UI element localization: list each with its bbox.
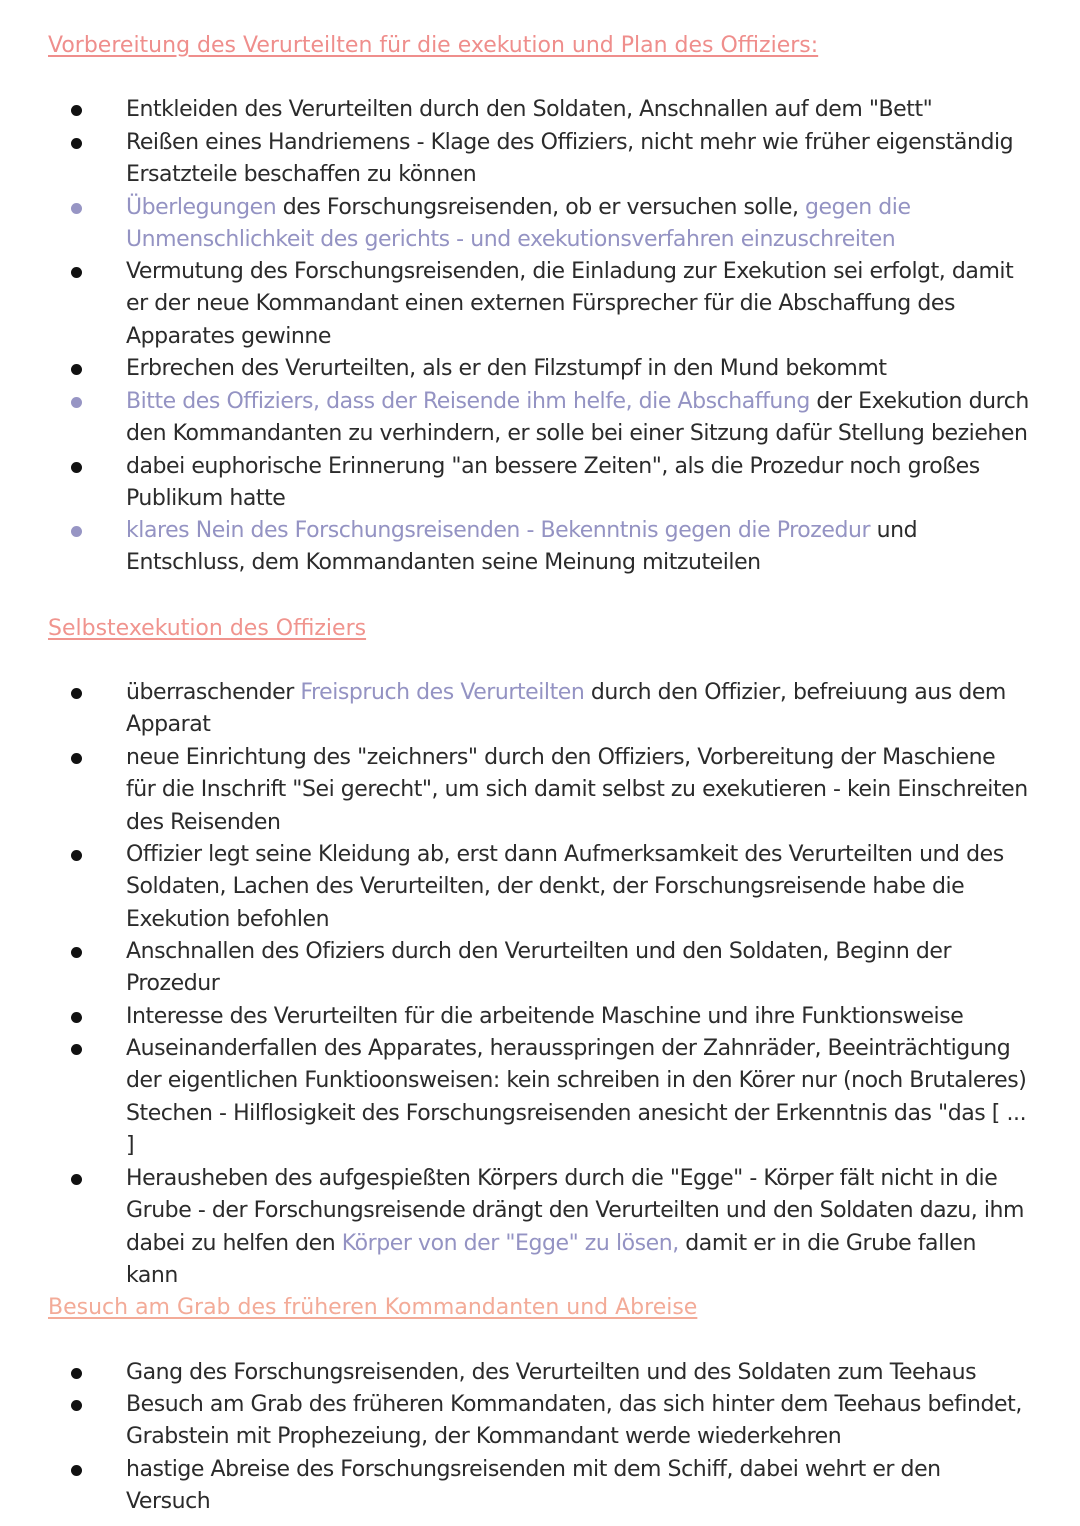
text-segment: Interesse des Verurteilten für die arbeitende Maschine und ihre Funktionsweise bbox=[126, 1004, 964, 1029]
bullet-icon bbox=[71, 105, 82, 116]
item-text bbox=[126, 677, 1030, 742]
text-segment: und Entschluss, dem Kommandanten seine Meinung mitzuteilen bbox=[126, 518, 918, 576]
highlighted-text: Bitte des Offiziers, dass der Reisende ihm helfe, die Abschaffung bbox=[126, 389, 810, 414]
highlighted-text: gegen die Unmenschlichkeit des gerichts - und exekutionsverfahren einzuschreiten bbox=[126, 195, 911, 253]
text-segment: der Exekution durch den Kommandanten zu verhindern, er solle bei einer Sitzung dafür Stellung beziehen bbox=[126, 389, 1029, 447]
text-segment: Vermutung des Forschungsreisenden, die Einladung zur Exekution sei erfolgt, damit er der neue Kommandant einen externen Fürsprecher für die Abschaffung des Apparates gewinne bbox=[126, 259, 1014, 349]
section-heading: Vorbereitung des Verurteilten für die exekution und Plan des Offiziers: bbox=[48, 33, 819, 58]
highlighted-text: Freispruch des Verurteilten bbox=[300, 680, 585, 705]
bullet-icon bbox=[71, 267, 82, 278]
item-text bbox=[126, 256, 1030, 353]
bullet-icon bbox=[71, 364, 82, 375]
item-text bbox=[126, 353, 1030, 385]
bullet-icon bbox=[71, 850, 82, 861]
section-heading: Selbstexekution des Offiziers bbox=[48, 616, 367, 641]
bullet-icon bbox=[71, 947, 82, 958]
bullet-icon bbox=[71, 462, 82, 473]
text-segment: Offizier legt seine Kleidung ab, erst dann Aufmerksamkeit des Verurteilten und des Soldaten, Lachen des Verurteilten, der denkt, der Forschungsreisende habe die Exekution befohlen bbox=[126, 842, 1004, 932]
bullet-icon bbox=[71, 1465, 82, 1476]
text-segment: Entkleiden des Verurteilten durch den Soldaten, Anschnallen auf dem "Bett" bbox=[126, 97, 933, 122]
bullet-icon bbox=[71, 688, 82, 699]
item-text bbox=[126, 515, 1030, 580]
bullet-icon bbox=[71, 397, 82, 408]
bullet-icon bbox=[71, 1174, 82, 1185]
item-text bbox=[126, 1357, 1030, 1389]
item-text bbox=[126, 936, 1030, 1001]
item-text bbox=[126, 1001, 1030, 1033]
text-segment: Erbrechen des Verurteilten, als er den Filzstumpf in den Mund bekommt bbox=[126, 356, 887, 381]
text-segment: Reißen eines Handriemens - Klage des Offiziers, nicht mehr wie früher eigenständig Ersatzteile beschaffen zu können bbox=[126, 130, 1014, 188]
item-text bbox=[126, 451, 1030, 516]
text-segment: Gang des Forschungsreisenden, des Verurteilten und des Soldaten zum Teehaus bbox=[126, 1360, 977, 1385]
section-heading: Besuch am Grab des früheren Kommandanten und Abreise bbox=[48, 1295, 698, 1320]
text-segment: hastige Abreise des Forschungsreisenden mit dem Schiff, dabei wehrt er den Versuch bbox=[126, 1457, 941, 1515]
bullet-icon bbox=[71, 1044, 82, 1055]
text-segment: neue Einrichtung des "zeichners" durch den Offiziers, Vorbereitung der Maschiene für die Inschrift "Sei gerecht", um sich damit selbst zu exekutieren - kein Einschreiten des Reisenden bbox=[126, 745, 1028, 835]
item-text bbox=[126, 1033, 1030, 1163]
item-text bbox=[126, 94, 1030, 126]
item-text bbox=[126, 192, 1030, 257]
bullet-icon bbox=[71, 526, 82, 537]
item-text bbox=[126, 742, 1030, 839]
item-text bbox=[126, 127, 1030, 192]
item-text bbox=[126, 1163, 1030, 1293]
item-text bbox=[126, 386, 1030, 451]
text-segment: damit er in die Grube fallen kann bbox=[126, 1230, 976, 1289]
bullet-icon bbox=[71, 203, 82, 214]
highlighted-text: Körper von der "Egge" zu lösen, bbox=[341, 1230, 679, 1256]
item-text bbox=[126, 839, 1030, 936]
text-segment: Auseinanderfallen des Apparates, herausspringen der Zahnräder, Beeinträchtigung der eigentlichen Funktioonsweisen: kein schreiben in den Körer nur (noch Brutaleres) Stechen - Hilflosigkeit des Forschungsreisenden anesicht der Erkenntnis das "das [ ... ] bbox=[126, 1036, 1027, 1159]
text-segment: des Forschungsreisenden, ob er versuchen solle, bbox=[276, 195, 806, 220]
bullet-icon bbox=[71, 1368, 82, 1379]
text-segment: Besuch am Grab des früheren Kommandaten, das sich hinter dem Teehaus befindet, Grabstein mit Prophezeiung, der Kommandant werde wiederkehren bbox=[126, 1392, 1022, 1450]
bullet-icon bbox=[71, 1400, 82, 1411]
highlighted-text: Überlegungen bbox=[126, 195, 277, 220]
highlighted-text: klares Nein des Forschungsreisenden - Bekenntnis gegen die Prozedur bbox=[126, 518, 871, 543]
bullet-icon bbox=[71, 138, 82, 149]
text-segment: Anschnallen des Ofiziers durch den Verurteilten und den Soldaten, Beginn der Prozedur bbox=[126, 939, 952, 997]
item-text bbox=[126, 1389, 1030, 1454]
text-segment: Herausheben des aufgespießten Körpers durch die "Egge" - Körper fält nicht in die Grube - der Forschungsreisende drängt den Verurteilten und den Soldaten dazu, ihm dabei zu helfen den bbox=[126, 1166, 1025, 1256]
text-segment: durch den Offizier, befreiuung aus dem Apparat bbox=[126, 680, 1006, 738]
bullet-icon bbox=[71, 1012, 82, 1023]
bullet-icon bbox=[71, 753, 82, 764]
text-segment: überraschender bbox=[126, 680, 301, 705]
item-text bbox=[126, 1454, 1030, 1519]
text-segment: dabei euphorische Erinnerung "an bessere Zeiten", als die Prozedur noch großes Publikum hatte bbox=[126, 454, 980, 512]
